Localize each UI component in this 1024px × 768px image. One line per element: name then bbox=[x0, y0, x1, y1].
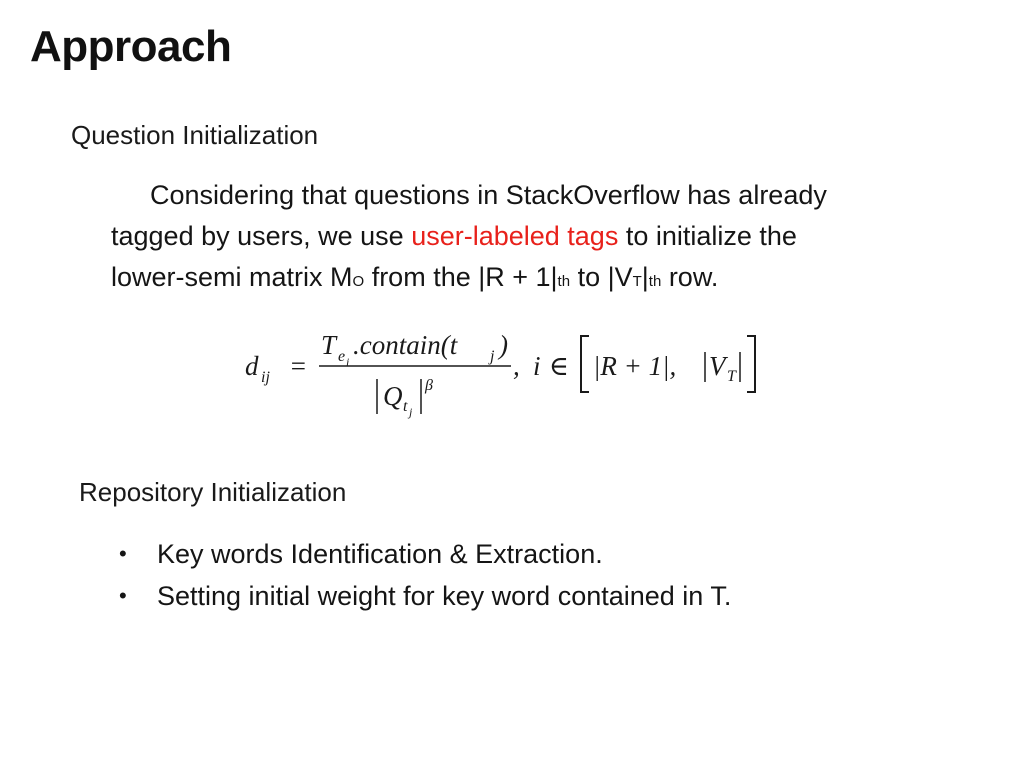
line3-part5: row. bbox=[661, 262, 719, 292]
paragraph-line-1: Considering that questions in StackOverflow has already bbox=[150, 180, 827, 210]
formula-range-v: V bbox=[709, 351, 726, 381]
formula-i: i bbox=[533, 351, 541, 381]
bullet-text: Setting initial weight for key word contained in T. bbox=[157, 581, 732, 611]
line3-part2: from the |R + 1| bbox=[364, 262, 558, 292]
bullet-icon: • bbox=[119, 583, 127, 608]
formula-numerator-j: j bbox=[490, 348, 495, 365]
slide-title: Approach bbox=[30, 22, 232, 71]
paragraph-line-2 bbox=[111, 216, 971, 257]
dij-formula bbox=[243, 326, 773, 422]
formula-denominator-beta: β bbox=[425, 377, 433, 394]
repository-bullet-list bbox=[119, 533, 731, 617]
formula-comma: , bbox=[513, 351, 520, 381]
bullet-icon: • bbox=[119, 541, 127, 566]
formula-denominator-t: t bbox=[403, 398, 408, 415]
line3-part4: | bbox=[641, 262, 649, 292]
formula-numerator-contain: .contain(t bbox=[353, 330, 458, 360]
paragraph-line-3 bbox=[111, 257, 971, 302]
formula-denominator-j: j bbox=[409, 405, 413, 419]
formula-lhs-d: d bbox=[245, 351, 259, 381]
ordinal-th-2: th bbox=[648, 273, 662, 290]
formula-left-bracket bbox=[581, 336, 589, 392]
line2-text-before: tagged by users, we use bbox=[111, 221, 412, 251]
formula-numerator-t: T bbox=[321, 330, 337, 360]
formula-range-v-sub: T bbox=[727, 368, 736, 385]
formula-numerator-t-sub: e bbox=[338, 348, 346, 365]
list-item bbox=[119, 533, 731, 575]
line2-text-after: to initialize the bbox=[618, 221, 797, 251]
list-item bbox=[119, 575, 731, 617]
formula-numerator-t-subsub: i bbox=[346, 355, 350, 369]
question-initialization-heading: Question Initialization bbox=[71, 120, 319, 150]
formula-element-of: ∈ bbox=[549, 351, 569, 381]
ordinal-th-1: th bbox=[557, 273, 571, 290]
matrix-subscript-o: O bbox=[352, 273, 365, 290]
line3-part1: lower-semi matrix M bbox=[111, 262, 353, 292]
user-labeled-tags-highlight: user-labeled tags bbox=[411, 221, 619, 251]
line3-part3: to |V bbox=[570, 262, 633, 292]
formula-numerator-close: ) bbox=[499, 330, 508, 360]
formula-lhs-subscript: ij bbox=[261, 369, 270, 386]
bullet-text: Key words Identification & Extraction. bbox=[157, 539, 603, 569]
question-initialization-paragraph bbox=[111, 175, 971, 302]
formula-equals: = bbox=[289, 351, 308, 381]
formula-range-left: |R + 1|, bbox=[593, 351, 677, 381]
formula-denominator-q: Q bbox=[383, 381, 403, 411]
vt-subscript-t: T bbox=[632, 273, 642, 290]
repository-initialization-heading: Repository Initialization bbox=[79, 477, 347, 507]
formula-right-bracket bbox=[747, 336, 755, 392]
